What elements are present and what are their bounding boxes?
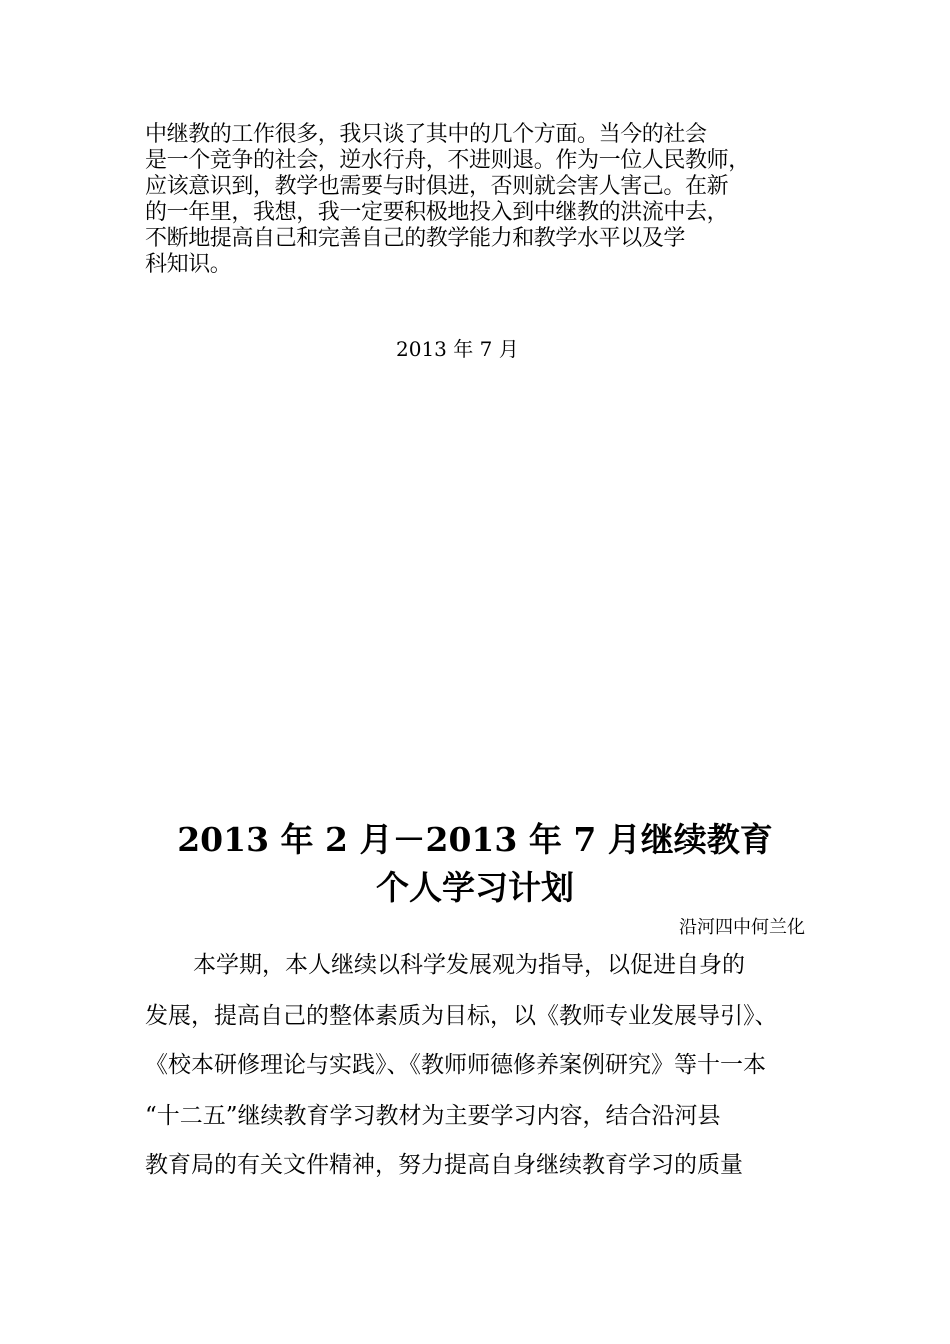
paragraph-line: 是一个竞争的社会，逆水行舟，不进则退。作为一位人民教师， bbox=[145, 148, 750, 173]
closing-paragraph bbox=[145, 122, 813, 278]
paragraph-line: 科知识。 bbox=[145, 252, 232, 277]
plan-author: 沿河四中何兰化 bbox=[679, 917, 805, 938]
paragraph-line: 不断地提高自己和完善自己的教学能力和教学水平以及学 bbox=[145, 226, 686, 251]
plan-body-line: 教育局的有关文件精神，努力提高自身继续教育学习的质量 bbox=[145, 1152, 743, 1178]
plan-body-line: 《校本研修理论与实践》、《教师师德修养案例研究》等十一本 bbox=[145, 1052, 766, 1078]
plan-title-line-2: 个人学习计划 bbox=[376, 868, 574, 907]
paragraph-line: 的一年里，我想，我一定要积极地投入到中继教的洪流中去， bbox=[145, 200, 729, 225]
plan-body-line: 本学期，本人继续以科学发展观为指导，以促进自身的 bbox=[193, 952, 745, 978]
plan-title-line-1: 2013 年 2 月－2013 年 7 月继续教育 bbox=[177, 820, 773, 859]
plan-body-line: “十二五”继续教育学习教材为主要学习内容，结合沿河县 bbox=[145, 1103, 721, 1129]
paragraph-line: 中继教的工作很多，我只谈了其中的几个方面。当今的社会 bbox=[145, 122, 707, 147]
plan-body-line: 发展，提高自己的整体素质为目标，以《教师专业发展导引》、 bbox=[145, 1003, 778, 1029]
signature-date: 2013 年 7 月 bbox=[396, 337, 519, 361]
paragraph-line: 应该意识到，教学也需要与时俱进，否则就会害人害己。在新 bbox=[145, 174, 729, 199]
